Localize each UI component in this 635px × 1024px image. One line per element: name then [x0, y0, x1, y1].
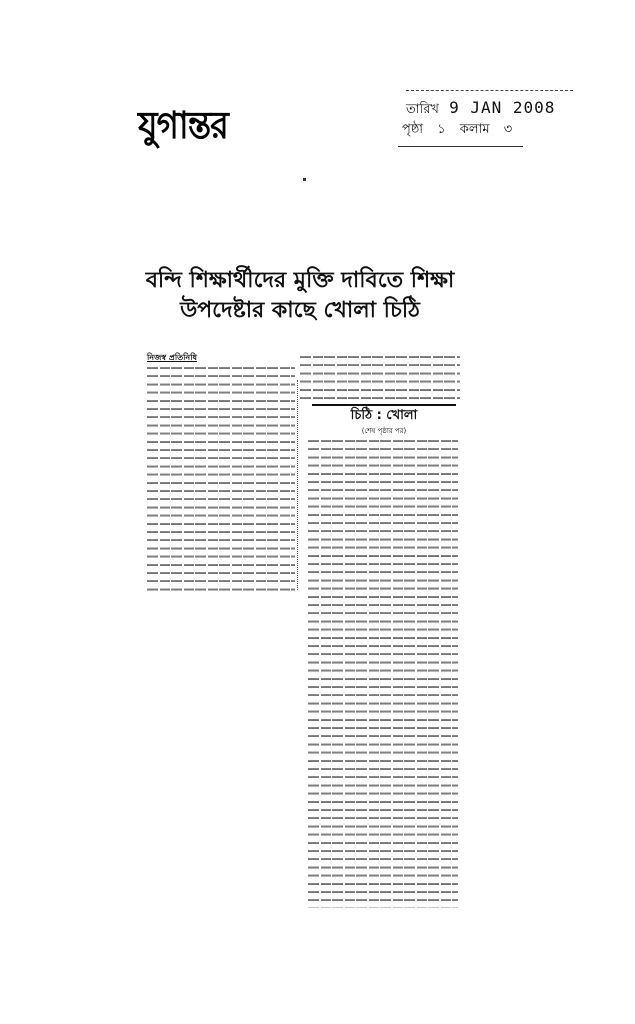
- headline-line-2: উপদেষ্টার কাছে খোলা চিঠি: [180, 298, 420, 323]
- headline-line-1: বন্দি শিক্ষার্থীদের মুক্তি দাবিতে শিক্ষা: [145, 268, 455, 293]
- stamp-top-rule: [406, 90, 573, 91]
- newspaper-masthead: যুগান্তর: [138, 103, 228, 148]
- column-rule: [297, 380, 298, 590]
- date-stamp: [398, 88, 583, 150]
- stamp-date-row: [406, 98, 555, 121]
- date-value: 9 JAN 2008: [449, 98, 556, 117]
- stamp-bottom-rule: [398, 146, 523, 147]
- byline: নিজস্ব প্রতিনিধি: [147, 353, 197, 362]
- continued-note: (শেষ পৃষ্ঠার পর): [361, 427, 407, 435]
- date-label: তারিখ: [406, 102, 439, 117]
- page-value: ১: [437, 122, 446, 137]
- column-value: ৩: [503, 122, 513, 137]
- scan-speck: [303, 178, 306, 181]
- right-column-top-texture: [300, 352, 460, 402]
- page-label: পৃষ্ঠা: [402, 122, 424, 137]
- stamp-page-row: [402, 120, 522, 141]
- right-column-texture: [308, 436, 458, 908]
- subheading: চিঠি : খোলা: [350, 408, 418, 423]
- column-label: কলাম: [459, 122, 490, 137]
- article-headline: [140, 266, 460, 326]
- left-column-texture: [147, 363, 295, 595]
